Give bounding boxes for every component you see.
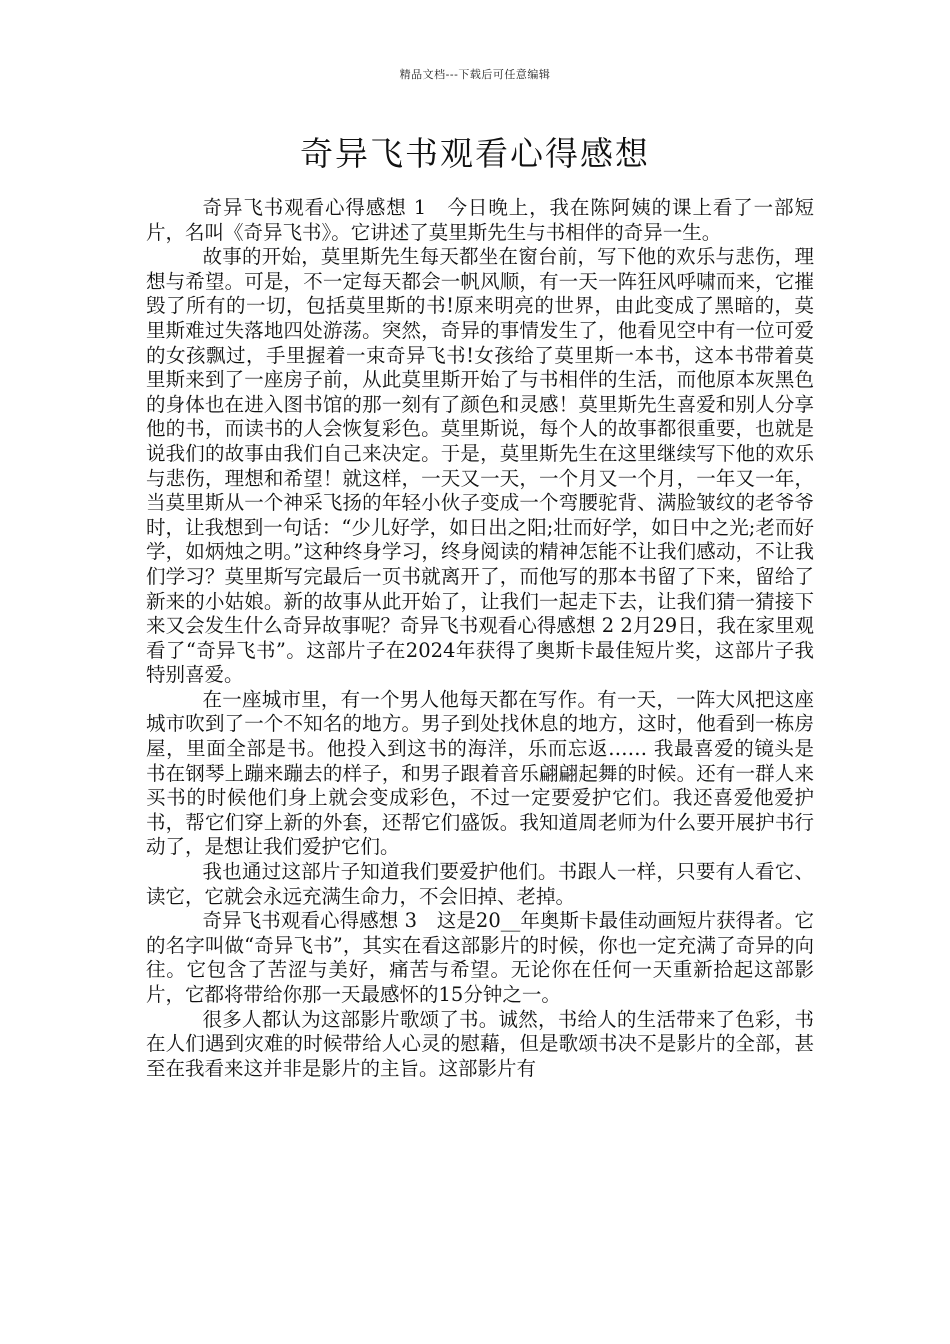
paragraph-6: 很多人都认为这部影片歌颂了书。诚然，书给人的生活带来了色彩，书在人们遇到灾难的时候带给人心灵的慰藉，但是歌颂书决不是影片的全部，甚至在我看来这并非是影片的主旨。这部影片有 xyxy=(146,1007,814,1080)
paragraph-1: 奇异飞书观看心得感想 1 今日晚上，我在陈阿姨的课上看了一部短片，名叫《奇异飞书》。它讲述了莫里斯先生与书相伴的奇异一生。 xyxy=(146,196,814,244)
paragraph-3: 在一座城市里，有一个男人他每天都在写作。有一天，一阵大风把这座城市吹到了一个不知名的地方。男子到处找休息的地方，这时，他看到一栋房屋，里面全部是书。他投入到这书的海洋，乐而忘返…… 我最喜爱的镜头是书在钢琴上蹦来蹦去的样子，和男子跟着音乐翩翩起舞的时候。还有一群人来买书的时候他们身上就会变成彩色，不过一定要爱护它们。我还喜爱他爱护书，帮它们穿上新的外套，还帮它们盛饭。我知道周老师为什么要开展护书行动了，是想让我们爱护它们。 xyxy=(146,687,814,859)
document-title: 奇异飞书观看心得感想 xyxy=(300,134,650,173)
paragraph-2: 故事的开始，莫里斯先生每天都坐在窗台前，写下他的欢乐与悲伤，理想与希望。可是，不一定每天都会一帆风顺，有一天一阵狂风呼啸而来，它摧毁了所有的一切，包括莫里斯的书!原来明亮的世界，由此变成了黑暗的，莫里斯难过失落地四处游荡。突然，奇异的事情发生了，他看见空中有一位可爱的女孩飘过，手里握着一束奇异飞书!女孩给了莫里斯一本书，这本书带着莫里斯来到了一座房子前，从此莫里斯开始了与书相伴的生活，而他原本灰黑色的身体也在进入图书馆的那一刻有了颜色和灵感！莫里斯先生喜爱和别人分享他的书，而读书的人会恢复彩色。莫里斯说，每个人的故事都很重要，也就是说我们的故事由我们自己来决定。于是，莫里斯先生在这里继续写下他的欢乐与悲伤，理想和希望！就这样，一天又一天，一个月又一个月，一年又一年，当莫里斯从一个神采飞扬的年轻小伙子变成一个弯腰驼背、满脸皱纹的老爷爷时，让我想到一句话：“少儿好学，如日出之阳;壮而好学，如日中之光;老而好学，如炳烛之明。”这种终身学习，终身阅读的精神怎能不让我们感动，不让我们学习？莫里斯写完最后一页书就离开了，而他写的那本书留了下来，留给了新来的小姑娘。新的故事从此开始了，让我们一起走下去，让我们猜一猜接下来又会发生什么奇异故事呢？奇异飞书观看心得感想 2 2月29日，我在家里观看了“奇异飞书”。这部片子在2024年获得了奥斯卡最佳短片奖，这部片子我特别喜爱。 xyxy=(146,245,814,687)
document-body xyxy=(146,196,814,1081)
paragraph-4: 我也通过这部片子知道我们要爱护他们。书跟人一样，只要有人看它、读它，它就会永远充满生命力，不会旧掉、老掉。 xyxy=(146,860,814,908)
paragraph-5: 奇异飞书观看心得感想 3 这是20__年奥斯卡最佳动画短片获得者。它的名字叫做“奇异飞书”，其实在看这部影片的时候，你也一定充满了奇异的向往。它包含了苦涩与美好，痛苦与希望。无论你在任何一天重新拾起这部影片，它都将带给你那一天最感怀的15分钟之一。 xyxy=(146,909,814,1006)
header-note: 精品文档---下载后可任意编辑 xyxy=(399,68,551,81)
